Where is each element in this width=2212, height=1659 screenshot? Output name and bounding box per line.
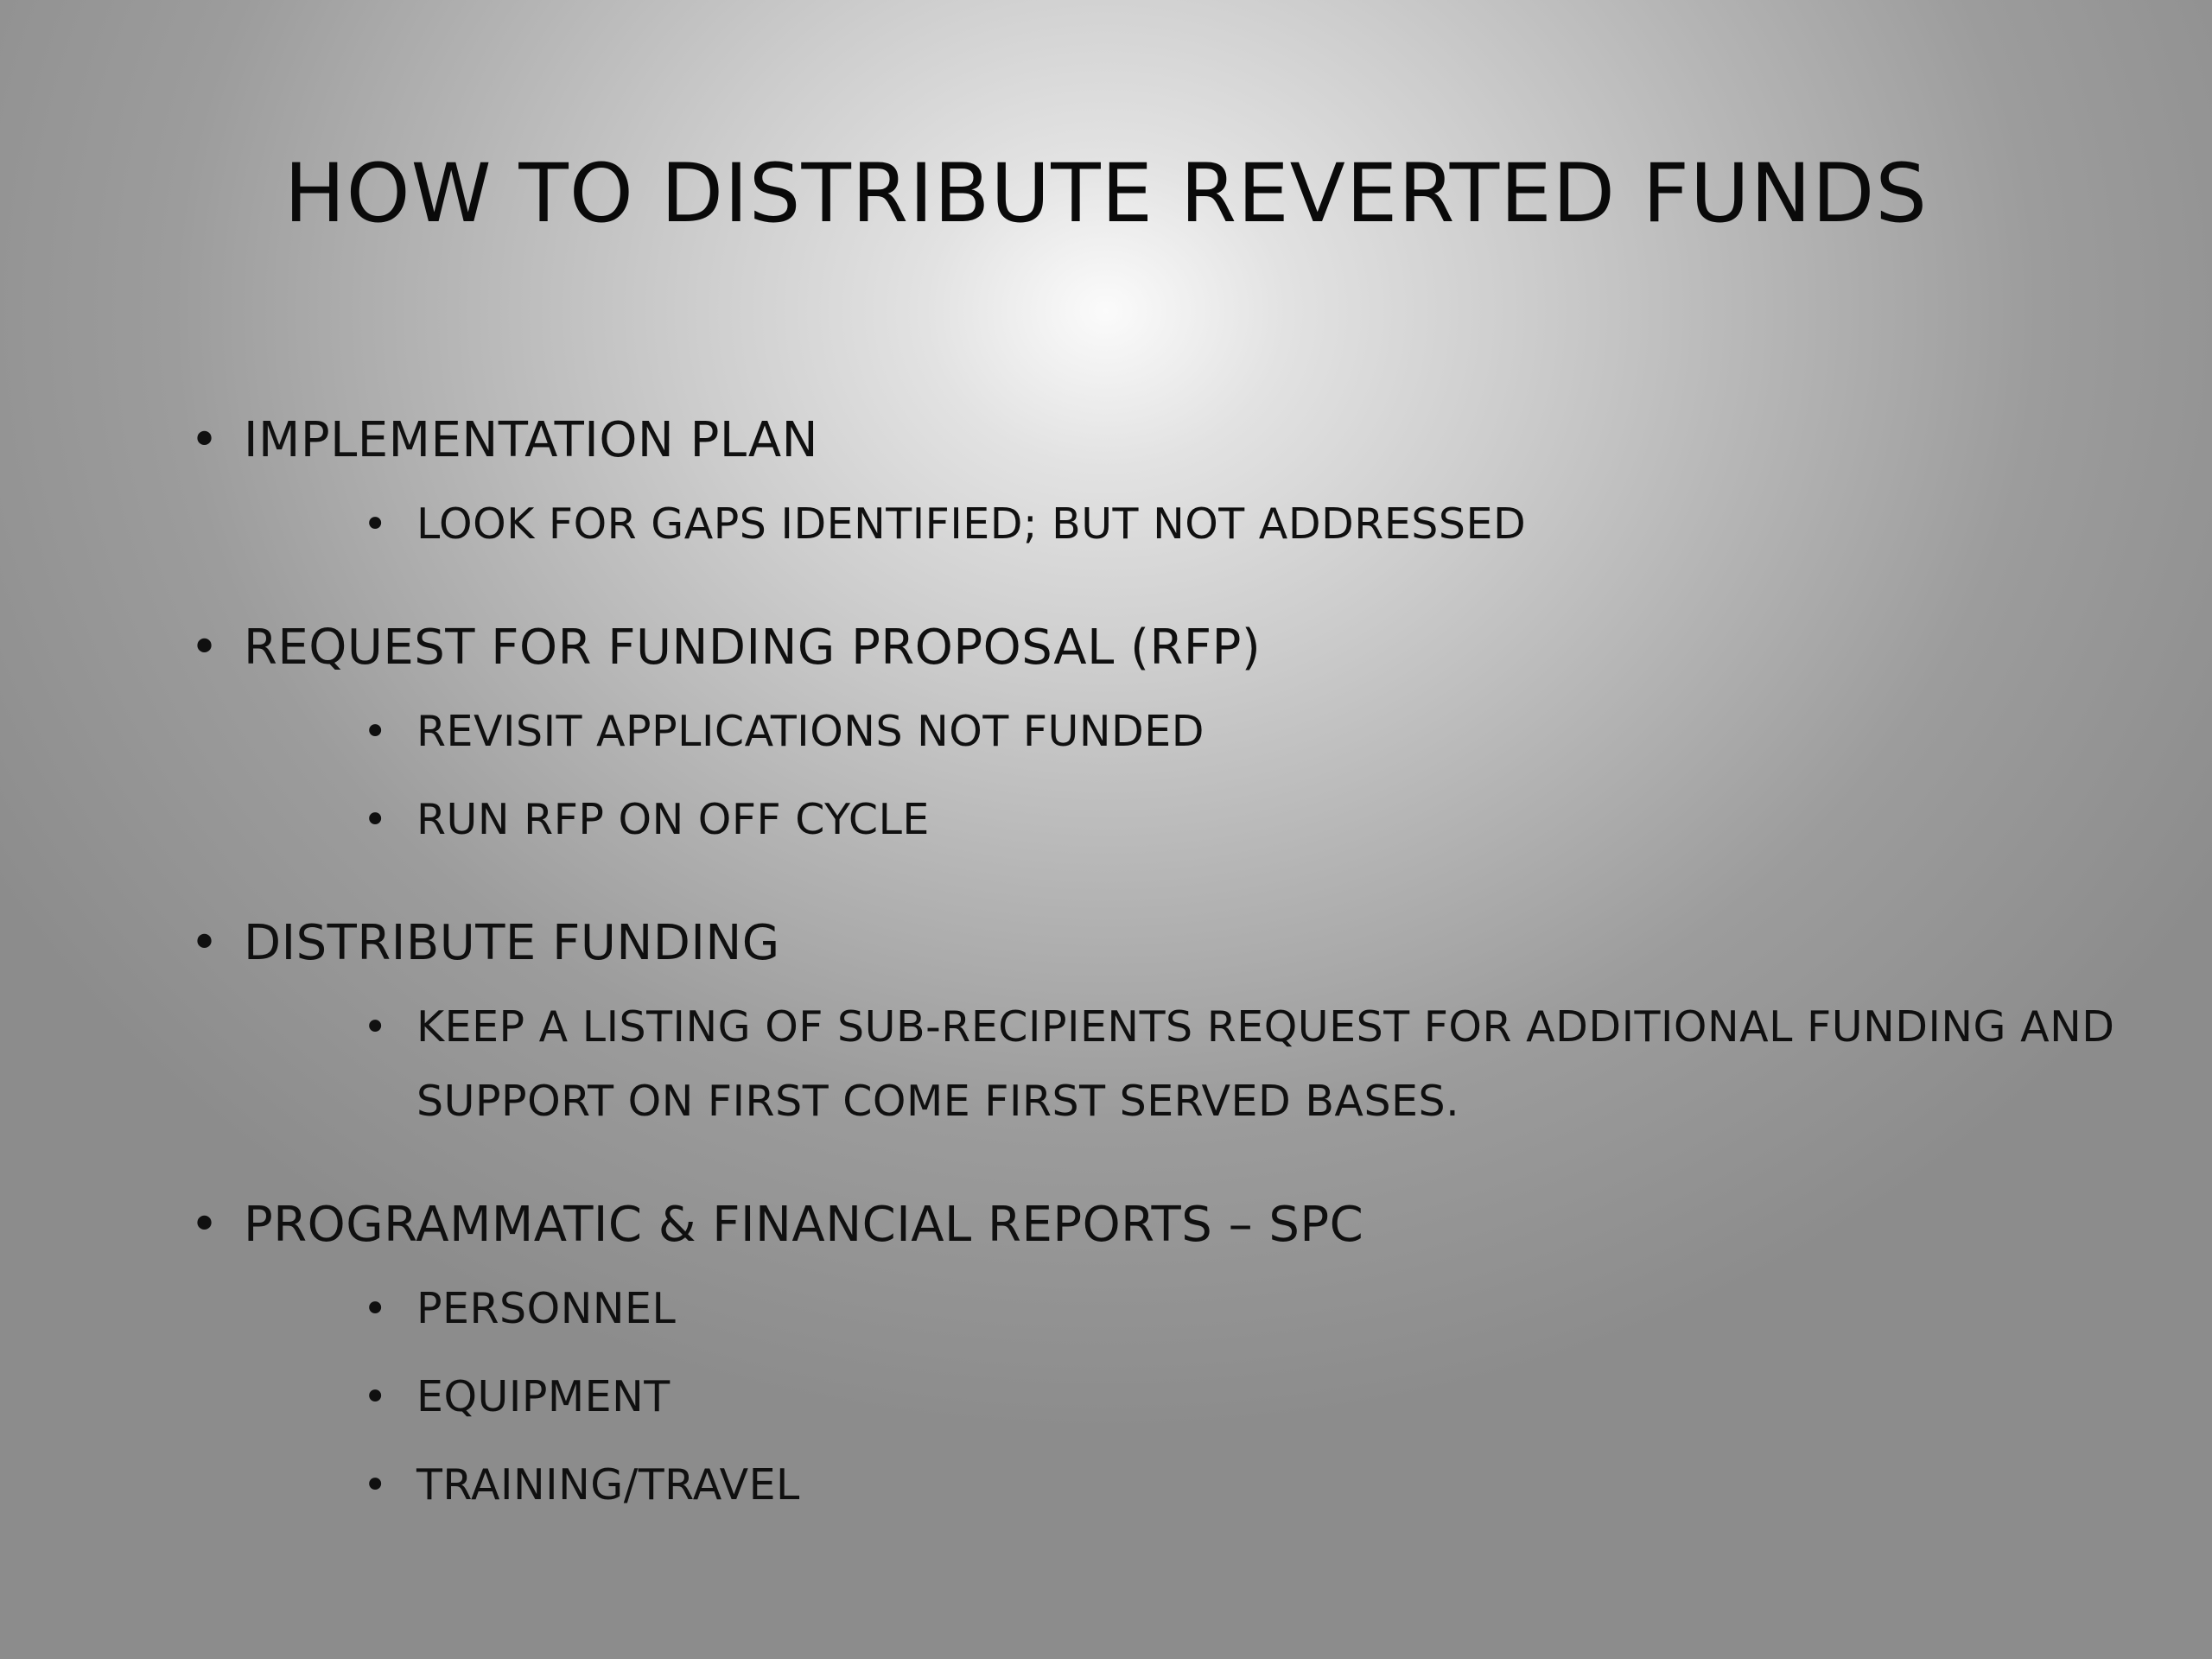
sub-bullet-label: TRAINING/TRAVEL (416, 1460, 800, 1510)
sub-bullet-dot-icon: • (363, 1461, 388, 1510)
sub-bullet-list (244, 487, 2082, 562)
sub-bullet-dot-icon: • (363, 500, 388, 549)
bullet-label: IMPLEMENTATION PLAN (244, 412, 819, 468)
bullet-item-programmatic-financial-reports (181, 1191, 2082, 1522)
bullet-label: PROGRAMMATIC & FINANCIAL REPORTS – SPC (244, 1197, 1364, 1253)
sub-bullet-dot-icon: • (363, 708, 388, 756)
sub-bullet-label: EQUIPMENT (416, 1372, 671, 1421)
bullet-label: REQUEST FOR FUNDING PROPOSAL (RFP) (244, 620, 1262, 676)
bullet-dot-icon: • (190, 620, 219, 676)
sub-bullet-label: LOOK FOR GAPS IDENTIFIED; BUT NOT ADDRESSED (416, 499, 1527, 549)
sub-bullet-label: PERSONNEL (416, 1284, 677, 1333)
sub-bullet-item (244, 990, 2115, 1139)
sub-bullet-dot-icon: • (363, 1003, 388, 1052)
bullet-item-distribute-funding (181, 909, 2115, 1139)
sub-bullet-item (244, 783, 2082, 857)
sub-bullet-item (244, 695, 2082, 769)
sub-bullet-list (244, 695, 2082, 857)
sub-bullet-list (244, 1272, 2082, 1522)
bullet-list (181, 406, 2115, 1522)
sub-bullet-list (244, 990, 2115, 1139)
sub-bullet-item (244, 1272, 2082, 1346)
sub-bullet-label: RUN RFP ON OFF CYCLE (416, 795, 930, 844)
sub-bullet-item (244, 487, 2082, 562)
bullet-dot-icon: • (190, 1197, 219, 1253)
bullet-label: DISTRIBUTE FUNDING (244, 915, 780, 971)
sub-bullet-dot-icon: • (363, 1373, 388, 1421)
bullet-dot-icon: • (190, 412, 219, 468)
bullet-item-implementation-plan (181, 406, 2082, 562)
sub-bullet-item (244, 1360, 2082, 1434)
sub-bullet-dot-icon: • (363, 796, 388, 844)
sub-bullet-item (244, 1448, 2082, 1522)
sub-bullet-label: REVISIT APPLICATIONS NOT FUNDED (416, 707, 1205, 756)
bullet-dot-icon: • (190, 915, 219, 971)
sub-bullet-dot-icon: • (363, 1285, 388, 1333)
bullet-item-request-for-funding-proposal (181, 613, 2082, 857)
sub-bullet-label: KEEP A LISTING OF SUB-RECIPIENTS REQUEST FOR ADDITIONAL FUNDING AND SUPPORT ON FIRST COME FIRST SERVED BASES. (416, 1002, 2115, 1126)
slide-title: HOW TO DISTRIBUTE REVERTED FUNDS (283, 147, 1929, 241)
